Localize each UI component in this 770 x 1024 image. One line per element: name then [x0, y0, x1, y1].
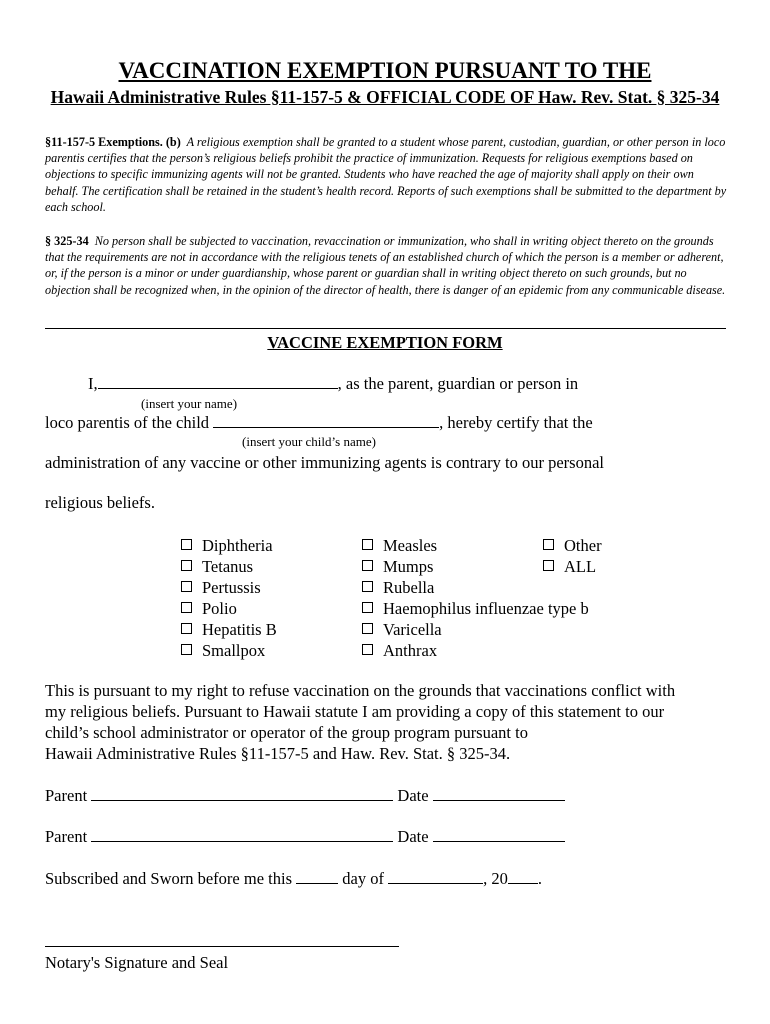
checkbox-icon[interactable] [362, 560, 373, 571]
checkbox-icon[interactable] [181, 581, 192, 592]
checkbox-label: Tetanus [202, 557, 254, 576]
checkbox-item[interactable] [181, 620, 277, 640]
checkbox-label: Pertussis [202, 578, 261, 597]
certify-line-4: religious beliefs. [45, 493, 155, 512]
checkbox-item[interactable] [362, 557, 433, 577]
statute-325-34-text: No person shall be subjected to vaccination, revaccination or immunization, who shall in writing object thereto on the grounds that the requirements are not in accordance with the religious tenets of an established church of which the person is a member or adherent, or, if the person is a minor or under guardianship, whose parent or guardian shall in writing object thereto on such grounds, but no objection shall be recognized when, in the opinion of the director of health, there is danger of an epidemic from any communicable disease. [45, 234, 726, 297]
checkbox-item[interactable] [362, 620, 442, 640]
checkbox-item[interactable] [362, 641, 437, 661]
checkbox-icon[interactable] [181, 623, 192, 634]
checkbox-item[interactable] [543, 536, 602, 556]
child-name-field[interactable] [213, 413, 439, 428]
parent-label: Parent [45, 786, 88, 805]
sworn-end: . [537, 869, 542, 888]
checkbox-icon[interactable] [362, 602, 373, 613]
parent-signature-row-1 [45, 786, 565, 806]
checkbox-label: Mumps [383, 557, 434, 576]
date-field-1[interactable] [433, 786, 565, 801]
form-title: VACCINE EXEMPTION FORM [267, 333, 503, 352]
checkbox-icon[interactable] [362, 539, 373, 550]
checkbox-item[interactable] [181, 641, 265, 661]
document-subtitle: Hawaii Administrative Rules §11-157-5 & OFFICIAL CODE OF Haw. Rev. Stat. § 325-34 [50, 87, 720, 107]
certify-line-3: administration of any vaccine or other immunizing agents is contrary to our personal [45, 453, 605, 472]
certify-line-1 [88, 374, 578, 394]
checkbox-icon[interactable] [181, 602, 192, 613]
checkbox-label: Other [564, 536, 602, 555]
sworn-prefix: Subscribed and Sworn before me this [45, 869, 292, 888]
certify-line-2-suffix: , hereby certify that the [439, 413, 593, 432]
sworn-day-field[interactable] [296, 869, 338, 884]
statement-line: child’s school administrator or operator of the group program pursuant to [45, 723, 528, 742]
parent-signature-field-1[interactable] [91, 786, 393, 801]
checkbox-label: Smallpox [202, 641, 266, 660]
notary-label: Notary's Signature and Seal [45, 953, 229, 972]
checkbox-icon[interactable] [362, 581, 373, 592]
checkbox-label: Anthrax [383, 641, 438, 660]
sworn-year-label: , 20 [483, 869, 508, 888]
parent-name-field[interactable] [98, 374, 338, 389]
document-title: VACCINATION EXEMPTION PURSUANT TO THE [118, 58, 652, 83]
checkbox-icon[interactable] [181, 539, 192, 550]
checkbox-item[interactable] [362, 578, 434, 598]
parent-signature-row-2 [45, 827, 565, 847]
statute-11-157-5-lead: §11-157-5 Exemptions. (b) [45, 135, 181, 149]
checkbox-item[interactable] [181, 578, 261, 598]
parent-label: Parent [45, 827, 88, 846]
date-field-2[interactable] [433, 827, 565, 842]
checkbox-item[interactable] [181, 599, 237, 619]
checkbox-item[interactable] [362, 599, 589, 619]
checkbox-icon[interactable] [543, 560, 554, 571]
checkbox-label: ALL [564, 557, 597, 576]
statement-line: my religious beliefs. Pursuant to Hawaii statute I am providing a copy of this statement to our [45, 702, 665, 721]
statute-11-157-5-paragraph [45, 134, 730, 215]
statement-line: This is pursuant to my right to refuse vaccination on the grounds that vaccinations conflict with [45, 681, 676, 700]
checkbox-label: Polio [202, 599, 237, 618]
checkbox-item[interactable] [543, 557, 596, 577]
certify-line-2-prefix: loco parentis of the child [45, 413, 210, 432]
checkbox-label: Varicella [383, 620, 442, 639]
checkbox-icon[interactable] [181, 560, 192, 571]
checkbox-item[interactable] [362, 536, 437, 556]
checkbox-item[interactable] [181, 557, 253, 577]
statute-11-157-5-text: A religious exemption shall be granted to a student whose parent, custodian, guardian, or other person in loco parentis certifies that the person’s religious beliefs prohibit the practice of immunization. Requests for religious exemptions based on objections to specific immunizing agents will not be granted. Students who have reached the age of majority shall apply on their own behalf. The certification shall be retained in the student’s health record. Reports of such exemptions shall be submitted to the department by each school. [45, 135, 727, 214]
checkbox-label: Diphtheria [202, 536, 273, 555]
sworn-month-field[interactable] [388, 869, 483, 884]
checkbox-icon[interactable] [362, 644, 373, 655]
checkbox-label: Hepatitis B [202, 620, 277, 639]
checkbox-label: Measles [383, 536, 438, 555]
certify-line-2 [45, 413, 593, 433]
sworn-row [45, 869, 542, 889]
date-label: Date [397, 827, 429, 846]
checkbox-label: Haemophilus influenzae type b [383, 599, 589, 618]
checkbox-item[interactable] [181, 536, 273, 556]
sworn-year-field[interactable] [508, 869, 538, 884]
section-divider [45, 328, 726, 329]
notary-signature-field[interactable] [45, 946, 399, 947]
date-label: Date [397, 786, 429, 805]
statute-325-34-lead: § 325-34 [45, 234, 89, 248]
checkbox-icon[interactable] [362, 623, 373, 634]
checkbox-label: Rubella [383, 578, 435, 597]
child-name-hint: (insert your child’s name) [242, 434, 376, 449]
statement-line: Hawaii Administrative Rules §11-157-5 and Haw. Rev. Stat. § 325-34. [45, 744, 511, 763]
parent-signature-field-2[interactable] [91, 827, 393, 842]
certify-prefix: I, [88, 374, 98, 393]
checkbox-icon[interactable] [181, 644, 192, 655]
parent-name-hint: (insert your name) [141, 396, 238, 411]
certify-line-1-suffix: , as the parent, guardian or person in [337, 374, 579, 393]
sworn-day-label: day of [342, 869, 384, 888]
checkbox-icon[interactable] [543, 539, 554, 550]
statute-325-34-paragraph [45, 233, 730, 298]
